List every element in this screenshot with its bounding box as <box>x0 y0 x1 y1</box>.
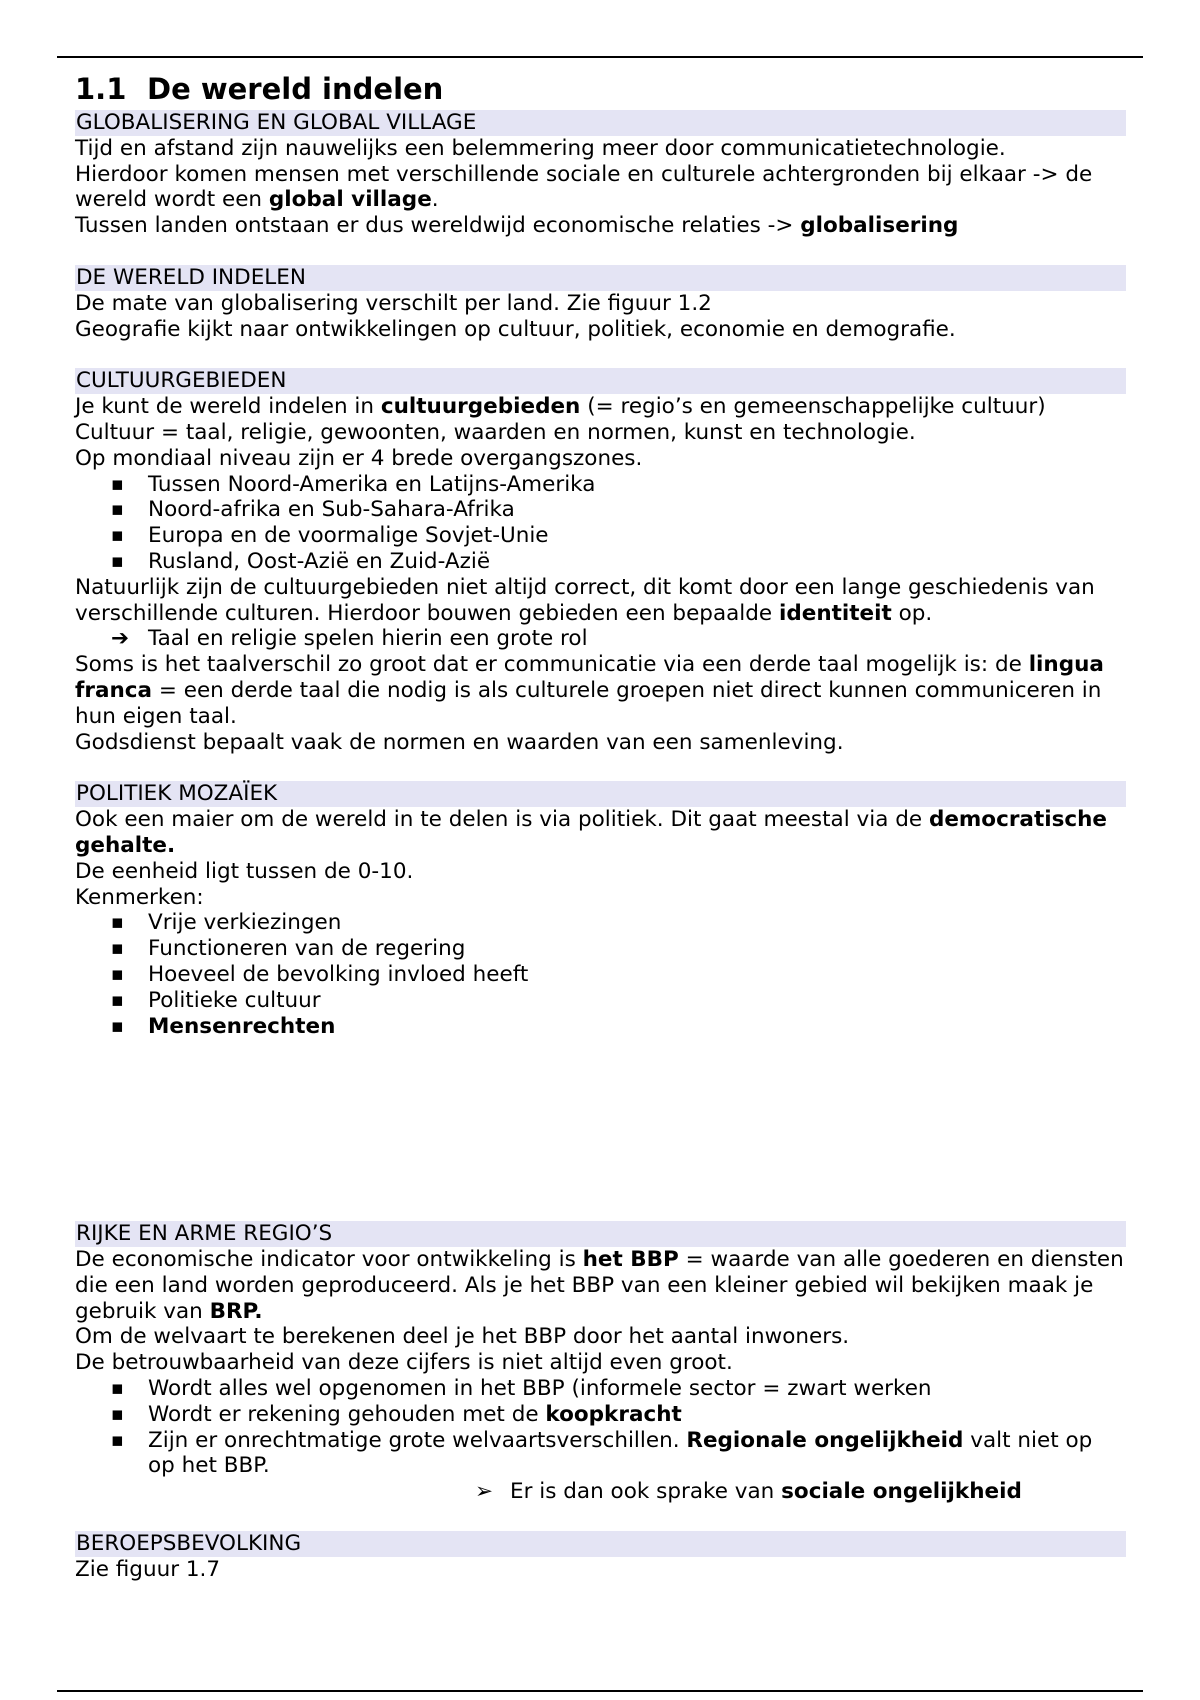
top-rule <box>57 56 1143 58</box>
list-item: ▪ Wordt er rekening gehouden met de koopkracht <box>75 1402 1125 1428</box>
list-item: ▪ Rusland, Oost-Azië en Zuid-Azië <box>75 549 1125 575</box>
bullet-list-kenmerken <box>75 910 1125 1039</box>
paragraph: De eenheid ligt tussen de 0-10. <box>75 858 414 884</box>
list-item: ▪ Zijn er onrechtmatige grote welvaartsverschillen. Regionale ongelijkheid valt niet op op het BBP. <box>75 1428 1125 1480</box>
paragraph: Je kunt de wereld indelen in cultuurgebieden (= regio’s en gemeenschappelijke cultuur) <box>75 394 1046 420</box>
arrow-right-icon: ➔ <box>111 626 130 652</box>
bottom-rule <box>57 1690 1143 1692</box>
list-item: ▪ Wordt alles wel opgenomen in het BBP (informele sector = zwart werken <box>75 1376 1125 1402</box>
section-header-politiek: POLITIEK MOZAÏEK <box>75 781 1126 807</box>
paragraph: De economische indicator voor ontwikkeling is het BBP = waarde van alle goederen en diensten die een land worden geproduceerd. Als je het BBP van een kleiner gebied wil bekijken maak je gebruik van BRP. <box>75 1247 1124 1324</box>
document-body <box>75 72 1125 1583</box>
list-item: ▪ Mensenrechten <box>75 1014 1125 1040</box>
section-header-globalisering: GLOBALISERING EN GLOBAL VILLAGE <box>75 110 1126 136</box>
chapter-number: 1.1 <box>75 72 127 106</box>
paragraph: Hierdoor komen mensen met verschillende sociale en culturele achtergronden bij elkaar -> de wereld wordt een global village. <box>75 161 1093 213</box>
list-item: ▪ Hoeveel de bevolking invloed heeft <box>75 962 1125 988</box>
paragraph: De betrouwbaarheid van deze cijfers is niet altijd even groot. <box>75 1350 733 1376</box>
paragraph: Zie figuur 1.7 <box>75 1556 221 1582</box>
section-header-cultuurgebieden: CULTUURGEBIEDEN <box>75 368 1126 394</box>
chapter-title: De wereld indelen <box>147 72 444 106</box>
list-item: ▪ Vrije verkiezingen <box>75 910 1125 936</box>
bullet-list-betrouwbaarheid <box>75 1376 1125 1479</box>
paragraph: Geografie kijkt naar ontwikkelingen op cultuur, politiek, economie en demografie. <box>75 316 956 342</box>
paragraph: Natuurlijk zijn de cultuurgebieden niet altijd correct, dit komt door een lange geschiedenis van verschillende culturen. Hierdoor bouwen gebieden een bepaalde identiteit op. <box>75 574 1095 626</box>
list-item: ▪ Europa en de voormalige Sovjet-Unie <box>75 523 1125 549</box>
paragraph: De mate van globalisering verschilt per land. Zie figuur 1.2 <box>75 290 712 316</box>
paragraph: Kenmerken: <box>75 884 204 910</box>
arrow-note: ➔ Taal en religie spelen hierin een grote rol <box>111 626 588 652</box>
list-item: ▪ Functioneren van de regering <box>75 936 1125 962</box>
page-title <box>75 72 1125 106</box>
paragraph: Om de welvaart te berekenen deel je het BBP door het aantal inwoners. <box>75 1324 850 1350</box>
paragraph: Op mondiaal niveau zijn er 4 brede overgangszones. <box>75 445 643 471</box>
paragraph: Soms is het taalverschil zo groot dat er communicatie via een derde taal mogelijk is: de lingua franca = een derde taal die nodig is als culturele groepen niet direct kunnen communiceren in hun eigen taal. <box>75 652 1104 729</box>
section-header-wereld-indelen: DE WERELD INDELEN <box>75 265 1126 291</box>
list-item: ▪ Politieke cultuur <box>75 988 1125 1014</box>
arrow-note: ➢ Er is dan ook sprake van sociale ongelijkheid <box>475 1479 1022 1505</box>
paragraph: Cultuur = taal, religie, gewoonten, waarden en normen, kunst en technologie. <box>75 419 916 445</box>
section-header-rijke-arme-regios: RIJKE EN ARME REGIO’S <box>75 1221 1126 1247</box>
paragraph: Godsdienst bepaalt vaak de normen en waarden van een samenleving. <box>75 729 844 755</box>
bullet-list-overgangszones <box>75 472 1125 575</box>
section-header-beroepsbevolking: BEROEPSBEVOLKING <box>75 1531 1126 1557</box>
paragraph: Ook een maier om de wereld in te delen is via politiek. Dit gaat meestal via de democratische gehalte. <box>75 807 1108 858</box>
list-item: ▪ Tussen Noord-Amerika en Latijns-Amerika <box>75 472 1125 498</box>
list-item: ▪ Noord-afrika en Sub-Sahara-Afrika <box>75 497 1125 523</box>
paragraph: Tussen landen ontstaan er dus wereldwijd economische relaties -> globalisering <box>75 213 959 239</box>
arrowhead-icon: ➢ <box>475 1479 494 1505</box>
paragraph: Tijd en afstand zijn nauwelijks een belemmering meer door communicatietechnologie. <box>75 135 1006 161</box>
